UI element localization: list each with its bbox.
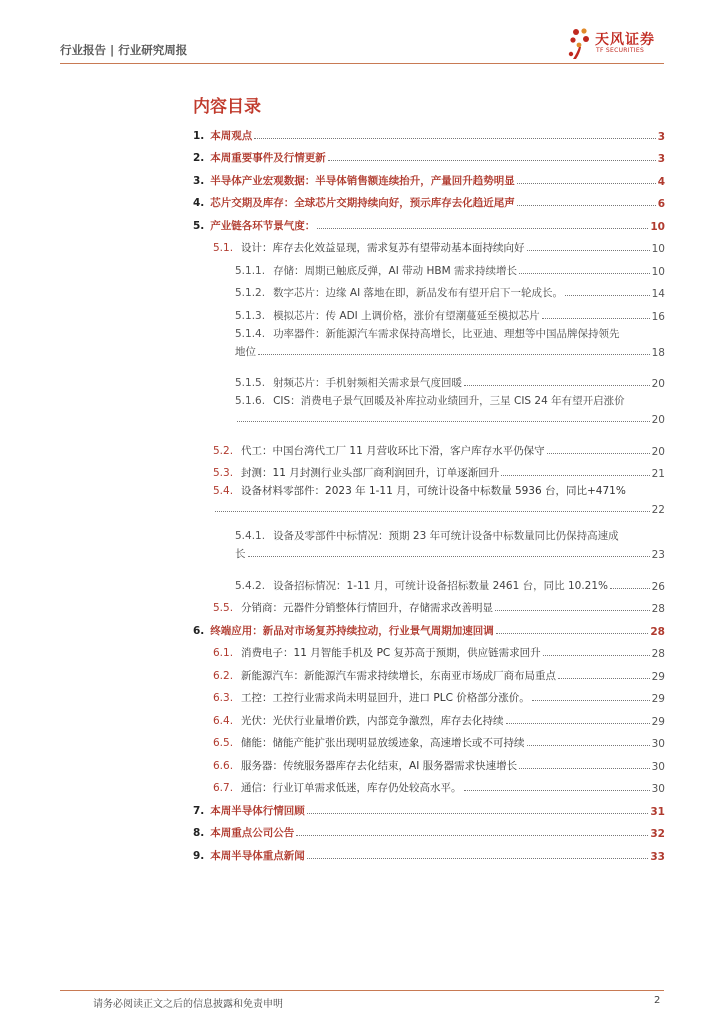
- toc-entry[interactable]: 5.4. 设备材料零部件：2023 年 1-11 月，可统计设备中标数量 5936 台，同比+471% 22: [213, 485, 665, 516]
- toc-entry[interactable]: 5.1.4. 功率器件：新能源汽车需求保持高增长，比亚迪、理想等中国品牌保持领先 地位 18: [235, 327, 665, 359]
- toc-entry[interactable]: 5.1.6. CIS：消费电子景气回暖及补库拉动业绩回升，三星 CIS 24 年有望开启涨价 20: [235, 395, 665, 426]
- toc-entry[interactable]: 5.1.5. 射频芯片：手机射频相关需求景气度回暖 20: [235, 377, 665, 390]
- page-number: 2: [654, 995, 661, 1006]
- toc-entry[interactable]: 8. 本周重点公司公告 32: [193, 827, 665, 840]
- toc-entry[interactable]: 6.1. 消费电子：11 月智能手机及 PC 复苏高于预期，供应链需求回升 28: [213, 647, 665, 660]
- toc-entry[interactable]: 9. 本周半导体重点新闻 33: [193, 849, 665, 863]
- toc-entry[interactable]: 5.4.2. 设备招标情况：1-11 月，可统计设备招标数量 2461 台，同比 10.21% 26: [235, 579, 665, 593]
- toc-entry[interactable]: 5.1.1. 存储：周期已触底反弹，AI 带动 HBM 需求持续增长 10: [235, 264, 665, 278]
- toc-entry[interactable]: 5.1.3. 模拟芯片：传 ADI 上调价格，涨价有望潮蔓延至模拟芯片 16: [235, 309, 665, 323]
- toc-entry[interactable]: 5.1. 设计：库存去化效益显现，需求复苏有望带动基本面持续向好 10: [213, 242, 665, 255]
- toc-entry[interactable]: 6. 终端应用：新品对市场复苏持续拉动，行业景气周期加速回调 28: [193, 624, 665, 638]
- toc-entry[interactable]: 6.3. 工控：工控行业需求尚未明显回升，进口 PLC 价格部分涨价。 29: [213, 692, 665, 705]
- brand-sub: TF SECURITIES: [596, 47, 645, 54]
- toc-title: 内容目录: [193, 97, 261, 117]
- toc-entry[interactable]: 5.4.1. 设备及零部件中标情况：预期 23 年可统计设备中标数量同比仍保持高速成 长 23: [235, 530, 665, 561]
- toc-entry[interactable]: 5. 产业链各环节景气度： 10: [193, 219, 665, 233]
- toc-entry[interactable]: 3. 半导体产业宏观数据：半导体销售额连续抬升，产量回升趋势明显 4: [193, 174, 665, 188]
- toc-entry[interactable]: 6.7. 通信：行业订单需求低迷，库存仍处较高水平。 30: [213, 782, 665, 795]
- table-of-contents: [193, 120, 665, 863]
- toc-entry[interactable]: 5.2. 代工：中国台湾代工厂 11 月营收环比下滑，客户库存水平仍保守 20: [213, 444, 665, 458]
- toc-entry[interactable]: 6.4. 光伏：光伏行业量增价跌，内部竞争激烈，库存去化持续 29: [213, 714, 665, 728]
- toc-entry[interactable]: 2. 本周重要事件及行情更新 3: [193, 152, 665, 165]
- toc-entry[interactable]: 5.5. 分销商：元器件分销整体行情回升，存储需求改善明显 28: [213, 602, 665, 615]
- header-divider: [60, 63, 664, 64]
- toc-entry[interactable]: 5.1.2. 数字芯片：边缘 AI 落地在即，新品发布有望开启下一轮成长。 14: [235, 287, 665, 300]
- brand-name: 天风证券: [595, 32, 655, 48]
- brand-logo: [568, 25, 668, 61]
- disclaimer: 请务必阅读正文之后的信息披露和免责申明: [93, 999, 283, 1010]
- toc-entry[interactable]: 5.3. 封测：11 月封测行业头部厂商利润回升，订单逐渐回升 21: [213, 467, 665, 480]
- toc-entry[interactable]: 1. 本周观点 3: [193, 129, 665, 143]
- toc-entry[interactable]: 6.6. 服务器：传统服务器库存去化结束，AI 服务器需求快速增长 30: [213, 759, 665, 773]
- footer-divider: [60, 990, 664, 991]
- toc-entry[interactable]: 6.5. 储能：储能产能扩张出现明显放缓迹象，高速增长或不可持续 30: [213, 737, 665, 750]
- toc-entry[interactable]: 6.2. 新能源汽车：新能源汽车需求持续增长，东南亚市场成厂商布局重点 29: [213, 669, 665, 683]
- toc-entry[interactable]: 4. 芯片交期及库存：全球芯片交期持续向好，预示库存去化趋近尾声 6: [193, 197, 665, 210]
- toc-entry[interactable]: 7. 本周半导体行情回顾 31: [193, 804, 665, 818]
- report-category: 行业报告 | 行业研究周报: [60, 43, 188, 57]
- flower-logo-icon: [568, 25, 594, 61]
